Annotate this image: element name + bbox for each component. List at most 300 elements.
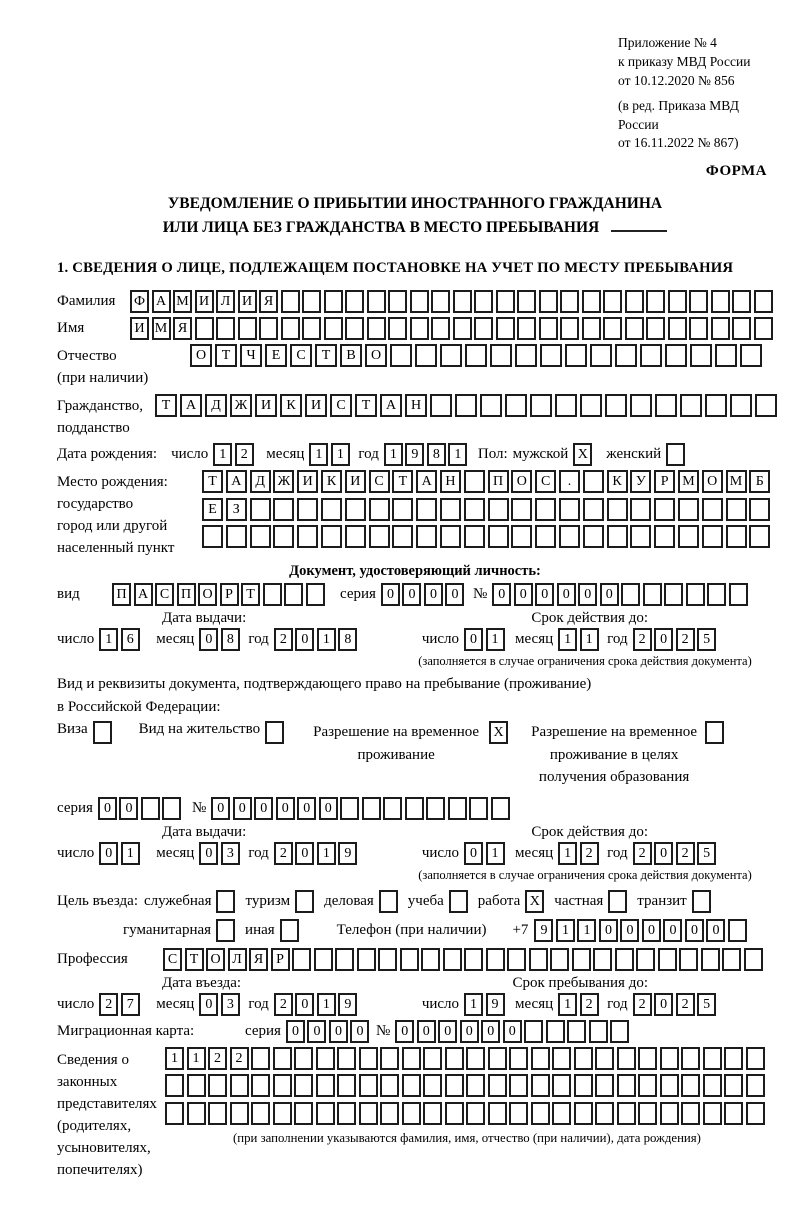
char-cell[interactable] (392, 498, 413, 521)
char-cell[interactable] (583, 470, 604, 493)
char-cell[interactable] (749, 498, 770, 521)
char-cell[interactable]: К (280, 394, 302, 417)
char-cell[interactable] (388, 290, 407, 313)
char-cell[interactable] (636, 948, 655, 971)
char-cell[interactable] (359, 1102, 378, 1125)
char-cell[interactable] (638, 1102, 657, 1125)
char-cell[interactable] (466, 1074, 485, 1097)
char-cell[interactable]: 3 (221, 993, 240, 1016)
char-cell[interactable]: М (678, 470, 699, 493)
char-cell[interactable] (453, 317, 472, 340)
temp-residence-edu-checkbox[interactable] (705, 721, 724, 744)
char-cell[interactable]: О (198, 583, 217, 606)
char-cell[interactable]: 2 (633, 842, 652, 865)
char-cell[interactable] (337, 1102, 356, 1125)
char-cell[interactable]: И (238, 290, 257, 313)
char-cell[interactable] (380, 1074, 399, 1097)
char-cell[interactable] (550, 948, 569, 971)
char-cell[interactable]: 0 (307, 1020, 326, 1043)
char-cell[interactable]: 1 (331, 443, 350, 466)
char-cell[interactable]: 2 (99, 993, 118, 1016)
char-cell[interactable] (531, 1074, 550, 1097)
char-cell[interactable] (517, 317, 536, 340)
char-cell[interactable] (555, 394, 577, 417)
char-cell[interactable] (430, 394, 452, 417)
char-cell[interactable] (517, 290, 536, 313)
char-cell[interactable] (380, 1102, 399, 1125)
char-cell[interactable]: 1 (556, 919, 575, 942)
char-cell[interactable]: С (369, 470, 390, 493)
char-cell[interactable] (565, 344, 587, 367)
char-cell[interactable]: 5 (697, 842, 716, 865)
char-cell[interactable] (410, 317, 429, 340)
char-cell[interactable]: Ф (130, 290, 149, 313)
char-cell[interactable] (724, 1074, 743, 1097)
char-cell[interactable]: Я (259, 290, 278, 313)
char-cell[interactable] (680, 394, 702, 417)
char-cell[interactable]: 0 (395, 1020, 414, 1043)
char-cell[interactable] (259, 317, 278, 340)
char-cell[interactable]: 2 (235, 443, 254, 466)
char-cell[interactable]: 0 (211, 797, 230, 820)
char-cell[interactable] (337, 1047, 356, 1070)
char-cell[interactable] (491, 797, 510, 820)
char-cell[interactable] (552, 1102, 571, 1125)
char-cell[interactable]: И (130, 317, 149, 340)
char-cell[interactable]: 8 (221, 628, 240, 651)
char-cell[interactable] (423, 1102, 442, 1125)
char-cell[interactable] (187, 1102, 206, 1125)
char-cell[interactable] (455, 394, 477, 417)
char-cell[interactable] (574, 1102, 593, 1125)
char-cell[interactable] (345, 317, 364, 340)
char-cell[interactable] (335, 948, 354, 971)
char-cell[interactable] (664, 583, 683, 606)
char-cell[interactable]: 0 (706, 919, 725, 942)
char-cell[interactable] (230, 1074, 249, 1097)
char-cell[interactable] (410, 290, 429, 313)
char-cell[interactable]: 0 (295, 842, 314, 865)
char-cell[interactable] (605, 394, 627, 417)
char-cell[interactable] (294, 1074, 313, 1097)
char-cell[interactable] (431, 317, 450, 340)
char-cell[interactable]: В (340, 344, 362, 367)
char-cell[interactable] (314, 948, 333, 971)
char-cell[interactable] (281, 290, 300, 313)
char-cell[interactable] (574, 1047, 593, 1070)
char-cell[interactable] (574, 1074, 593, 1097)
char-cell[interactable] (625, 290, 644, 313)
char-cell[interactable]: Я (173, 317, 192, 340)
sex-female-checkbox[interactable] (666, 443, 685, 466)
char-cell[interactable] (251, 1074, 270, 1097)
char-cell[interactable]: 2 (274, 842, 293, 865)
char-cell[interactable]: С (290, 344, 312, 367)
char-cell[interactable] (448, 797, 467, 820)
char-cell[interactable] (367, 290, 386, 313)
char-cell[interactable]: А (380, 394, 402, 417)
char-cell[interactable]: 9 (534, 919, 553, 942)
char-cell[interactable] (273, 498, 294, 521)
char-cell[interactable]: 0 (654, 993, 673, 1016)
char-cell[interactable] (423, 1047, 442, 1070)
char-cell[interactable] (540, 344, 562, 367)
char-cell[interactable] (529, 948, 548, 971)
char-cell[interactable]: М (152, 317, 171, 340)
char-cell[interactable]: 2 (676, 628, 695, 651)
char-cell[interactable] (583, 498, 604, 521)
char-cell[interactable]: П (112, 583, 131, 606)
sex-male-checkbox[interactable]: X (573, 443, 592, 466)
char-cell[interactable]: 0 (464, 842, 483, 865)
char-cell[interactable]: 0 (276, 797, 295, 820)
char-cell[interactable]: 0 (445, 583, 464, 606)
char-cell[interactable] (416, 525, 437, 548)
purpose-transit-checkbox[interactable] (692, 890, 711, 913)
char-cell[interactable]: А (134, 583, 153, 606)
char-cell[interactable]: 1 (187, 1047, 206, 1070)
char-cell[interactable] (507, 948, 526, 971)
char-cell[interactable] (638, 1047, 657, 1070)
char-cell[interactable] (559, 498, 580, 521)
char-cell[interactable] (590, 344, 612, 367)
char-cell[interactable] (359, 1047, 378, 1070)
char-cell[interactable] (615, 344, 637, 367)
char-cell[interactable] (392, 525, 413, 548)
char-cell[interactable] (297, 498, 318, 521)
char-cell[interactable] (552, 1047, 571, 1070)
char-cell[interactable] (187, 1074, 206, 1097)
char-cell[interactable]: Т (315, 344, 337, 367)
char-cell[interactable] (686, 583, 705, 606)
char-cell[interactable] (595, 1047, 614, 1070)
char-cell[interactable] (415, 344, 437, 367)
char-cell[interactable] (453, 290, 472, 313)
char-cell[interactable]: Н (440, 470, 461, 493)
char-cell[interactable]: 0 (417, 1020, 436, 1043)
char-cell[interactable] (426, 797, 445, 820)
char-cell[interactable] (702, 525, 723, 548)
char-cell[interactable]: Д (250, 470, 271, 493)
char-cell[interactable] (660, 1047, 679, 1070)
char-cell[interactable] (380, 1047, 399, 1070)
char-cell[interactable] (369, 498, 390, 521)
char-cell[interactable]: 1 (558, 842, 577, 865)
char-cell[interactable]: 1 (213, 443, 232, 466)
char-cell[interactable]: А (226, 470, 247, 493)
char-cell[interactable]: 3 (221, 842, 240, 865)
char-cell[interactable]: Ж (273, 470, 294, 493)
char-cell[interactable] (263, 583, 282, 606)
char-cell[interactable] (390, 344, 412, 367)
char-cell[interactable] (703, 1074, 722, 1097)
char-cell[interactable] (665, 344, 687, 367)
char-cell[interactable]: 2 (676, 842, 695, 865)
char-cell[interactable] (595, 1074, 614, 1097)
char-cell[interactable]: О (365, 344, 387, 367)
char-cell[interactable] (689, 317, 708, 340)
char-cell[interactable] (678, 525, 699, 548)
char-cell[interactable]: И (297, 470, 318, 493)
char-cell[interactable]: И (345, 470, 366, 493)
char-cell[interactable] (638, 1074, 657, 1097)
char-cell[interactable] (362, 797, 381, 820)
char-cell[interactable] (603, 290, 622, 313)
char-cell[interactable]: 0 (233, 797, 252, 820)
char-cell[interactable] (474, 317, 493, 340)
char-cell[interactable] (730, 394, 752, 417)
char-cell[interactable]: 0 (503, 1020, 522, 1043)
char-cell[interactable]: 0 (578, 583, 597, 606)
char-cell[interactable] (643, 583, 662, 606)
char-cell[interactable]: Е (202, 498, 223, 521)
char-cell[interactable]: Р (271, 948, 290, 971)
char-cell[interactable] (294, 1047, 313, 1070)
char-cell[interactable]: 0 (464, 628, 483, 651)
char-cell[interactable] (324, 290, 343, 313)
char-cell[interactable] (464, 498, 485, 521)
char-cell[interactable] (141, 797, 160, 820)
char-cell[interactable]: И (305, 394, 327, 417)
char-cell[interactable]: 2 (274, 628, 293, 651)
char-cell[interactable]: 2 (580, 993, 599, 1016)
char-cell[interactable]: 0 (295, 628, 314, 651)
char-cell[interactable] (679, 948, 698, 971)
char-cell[interactable] (345, 525, 366, 548)
char-cell[interactable]: Т (241, 583, 260, 606)
purpose-business-checkbox[interactable] (379, 890, 398, 913)
char-cell[interactable] (505, 394, 527, 417)
char-cell[interactable]: 0 (514, 583, 533, 606)
char-cell[interactable] (402, 1102, 421, 1125)
char-cell[interactable] (378, 948, 397, 971)
char-cell[interactable] (559, 525, 580, 548)
char-cell[interactable]: Т (185, 948, 204, 971)
char-cell[interactable]: 2 (633, 628, 652, 651)
char-cell[interactable]: 0 (199, 993, 218, 1016)
char-cell[interactable]: 0 (199, 842, 218, 865)
purpose-humanitarian-checkbox[interactable] (216, 919, 235, 942)
char-cell[interactable] (729, 583, 748, 606)
char-cell[interactable]: 5 (697, 993, 716, 1016)
char-cell[interactable]: 2 (580, 842, 599, 865)
temp-residence-checkbox[interactable]: X (489, 721, 508, 744)
char-cell[interactable]: Д (205, 394, 227, 417)
char-cell[interactable] (702, 498, 723, 521)
char-cell[interactable] (405, 797, 424, 820)
purpose-official-checkbox[interactable] (216, 890, 235, 913)
char-cell[interactable] (595, 1102, 614, 1125)
char-cell[interactable] (273, 1047, 292, 1070)
char-cell[interactable]: 1 (317, 842, 336, 865)
char-cell[interactable]: А (152, 290, 171, 313)
char-cell[interactable] (466, 1047, 485, 1070)
residence-permit-checkbox[interactable] (265, 721, 284, 744)
char-cell[interactable] (216, 317, 235, 340)
char-cell[interactable]: С (163, 948, 182, 971)
char-cell[interactable] (302, 290, 321, 313)
char-cell[interactable] (423, 1074, 442, 1097)
char-cell[interactable] (658, 948, 677, 971)
char-cell[interactable] (488, 1074, 507, 1097)
char-cell[interactable]: Т (392, 470, 413, 493)
char-cell[interactable] (337, 1074, 356, 1097)
char-cell[interactable]: Ч (240, 344, 262, 367)
char-cell[interactable]: 9 (338, 842, 357, 865)
char-cell[interactable] (466, 1102, 485, 1125)
char-cell[interactable]: 0 (424, 583, 443, 606)
char-cell[interactable] (660, 1074, 679, 1097)
char-cell[interactable] (654, 525, 675, 548)
char-cell[interactable] (345, 290, 364, 313)
char-cell[interactable] (539, 290, 558, 313)
char-cell[interactable] (488, 498, 509, 521)
char-cell[interactable]: 1 (99, 628, 118, 651)
char-cell[interactable]: 1 (486, 842, 505, 865)
char-cell[interactable] (511, 525, 532, 548)
char-cell[interactable] (583, 525, 604, 548)
char-cell[interactable]: 1 (580, 628, 599, 651)
char-cell[interactable]: 2 (230, 1047, 249, 1070)
char-cell[interactable]: 0 (119, 797, 138, 820)
char-cell[interactable] (273, 1102, 292, 1125)
char-cell[interactable] (402, 1047, 421, 1070)
char-cell[interactable]: Б (749, 470, 770, 493)
char-cell[interactable] (316, 1102, 335, 1125)
char-cell[interactable] (535, 498, 556, 521)
char-cell[interactable] (440, 344, 462, 367)
char-cell[interactable] (359, 1074, 378, 1097)
char-cell[interactable]: 1 (558, 993, 577, 1016)
char-cell[interactable] (273, 525, 294, 548)
char-cell[interactable]: 1 (309, 443, 328, 466)
char-cell[interactable] (668, 290, 687, 313)
char-cell[interactable] (488, 1047, 507, 1070)
char-cell[interactable] (208, 1102, 227, 1125)
char-cell[interactable] (589, 1020, 608, 1043)
char-cell[interactable] (230, 1102, 249, 1125)
char-cell[interactable] (488, 525, 509, 548)
char-cell[interactable]: О (206, 948, 225, 971)
char-cell[interactable]: 9 (405, 443, 424, 466)
char-cell[interactable]: К (607, 470, 628, 493)
purpose-study-checkbox[interactable] (449, 890, 468, 913)
char-cell[interactable] (722, 948, 741, 971)
char-cell[interactable]: 0 (492, 583, 511, 606)
char-cell[interactable] (617, 1047, 636, 1070)
char-cell[interactable] (321, 525, 342, 548)
char-cell[interactable] (582, 317, 601, 340)
char-cell[interactable] (546, 1020, 565, 1043)
char-cell[interactable]: 0 (254, 797, 273, 820)
char-cell[interactable] (610, 1020, 629, 1043)
char-cell[interactable] (445, 1047, 464, 1070)
char-cell[interactable]: 1 (165, 1047, 184, 1070)
char-cell[interactable] (208, 1074, 227, 1097)
char-cell[interactable] (440, 498, 461, 521)
char-cell[interactable]: Е (265, 344, 287, 367)
char-cell[interactable]: 5 (697, 628, 716, 651)
char-cell[interactable] (593, 948, 612, 971)
char-cell[interactable] (701, 948, 720, 971)
char-cell[interactable] (486, 948, 505, 971)
char-cell[interactable]: 9 (338, 993, 357, 1016)
char-cell[interactable] (724, 1047, 743, 1070)
char-cell[interactable] (383, 797, 402, 820)
char-cell[interactable]: 8 (427, 443, 446, 466)
char-cell[interactable]: 0 (654, 842, 673, 865)
char-cell[interactable]: Т (202, 470, 223, 493)
char-cell[interactable]: С (535, 470, 556, 493)
char-cell[interactable]: 9 (486, 993, 505, 1016)
char-cell[interactable] (480, 394, 502, 417)
char-cell[interactable] (681, 1074, 700, 1097)
char-cell[interactable] (496, 317, 515, 340)
char-cell[interactable] (165, 1102, 184, 1125)
char-cell[interactable]: 0 (319, 797, 338, 820)
char-cell[interactable] (646, 290, 665, 313)
char-cell[interactable] (474, 290, 493, 313)
char-cell[interactable] (678, 498, 699, 521)
char-cell[interactable] (464, 948, 483, 971)
purpose-work-checkbox[interactable]: X (525, 890, 544, 913)
char-cell[interactable]: Т (355, 394, 377, 417)
char-cell[interactable] (340, 797, 359, 820)
char-cell[interactable]: Л (216, 290, 235, 313)
char-cell[interactable]: 0 (535, 583, 554, 606)
char-cell[interactable]: 0 (98, 797, 117, 820)
char-cell[interactable] (746, 1047, 765, 1070)
char-cell[interactable] (615, 948, 634, 971)
char-cell[interactable]: 1 (121, 842, 140, 865)
char-cell[interactable]: 7 (121, 993, 140, 1016)
char-cell[interactable]: 0 (600, 583, 619, 606)
char-cell[interactable]: 0 (460, 1020, 479, 1043)
char-cell[interactable] (728, 919, 747, 942)
char-cell[interactable]: 0 (329, 1020, 348, 1043)
char-cell[interactable] (580, 394, 602, 417)
char-cell[interactable]: Р (654, 470, 675, 493)
char-cell[interactable]: О (511, 470, 532, 493)
char-cell[interactable] (630, 498, 651, 521)
char-cell[interactable] (509, 1047, 528, 1070)
char-cell[interactable] (316, 1074, 335, 1097)
char-cell[interactable] (630, 525, 651, 548)
char-cell[interactable] (754, 317, 773, 340)
char-cell[interactable]: 0 (557, 583, 576, 606)
char-cell[interactable]: 0 (663, 919, 682, 942)
char-cell[interactable]: Я (249, 948, 268, 971)
char-cell[interactable] (746, 1102, 765, 1125)
char-cell[interactable] (162, 797, 181, 820)
char-cell[interactable]: 1 (317, 993, 336, 1016)
char-cell[interactable]: Ж (230, 394, 252, 417)
char-cell[interactable] (539, 317, 558, 340)
char-cell[interactable]: 0 (350, 1020, 369, 1043)
char-cell[interactable]: 0 (99, 842, 118, 865)
char-cell[interactable] (496, 290, 515, 313)
char-cell[interactable] (357, 948, 376, 971)
char-cell[interactable]: А (180, 394, 202, 417)
char-cell[interactable] (316, 1047, 335, 1070)
char-cell[interactable] (681, 1102, 700, 1125)
char-cell[interactable] (705, 394, 727, 417)
char-cell[interactable] (345, 498, 366, 521)
char-cell[interactable] (445, 1102, 464, 1125)
char-cell[interactable]: И (195, 290, 214, 313)
char-cell[interactable] (607, 498, 628, 521)
visa-checkbox[interactable] (93, 721, 112, 744)
